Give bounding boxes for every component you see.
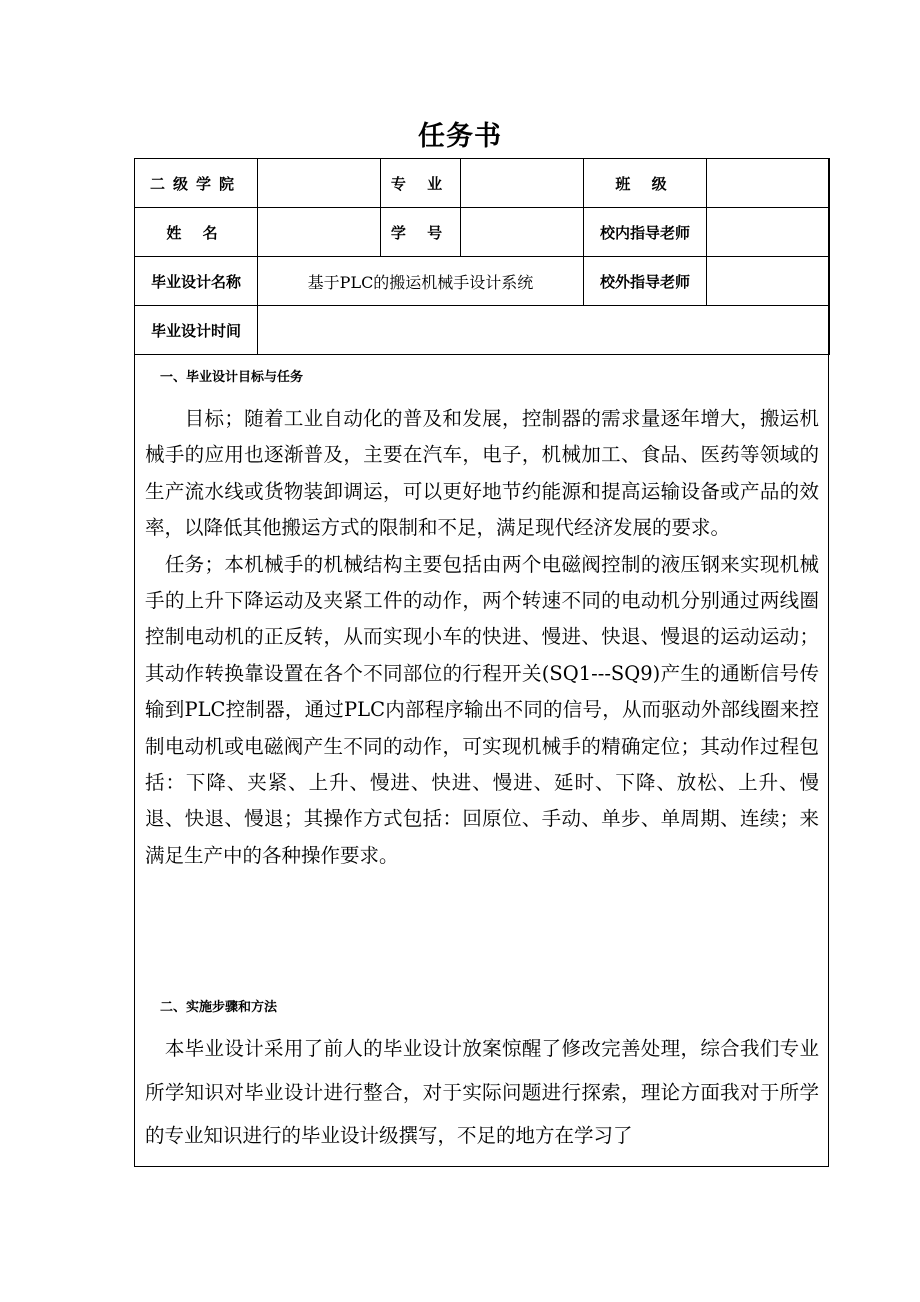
project-name-label: 毕业设计名称: [135, 257, 258, 306]
major-label: 专 业: [381, 159, 461, 208]
college-value: [258, 159, 381, 208]
name-value: [258, 208, 381, 257]
outer-advisor-value: [707, 257, 830, 306]
major-value: [461, 159, 584, 208]
section-methods: [134, 996, 829, 1158]
goal-paragraph: 目标；随着工业自动化的普及和发展，控制器的需求量逐年增大，搬运机械手的应用也逐渐普及，主要在汽车，电子，机械加工、食品、医药等领域的生产流水线或货物装卸调运，可以更好地节约能源和提高运输设备或产品的效率，以降低其他搬运方式的限制和不足，满足现代经济发展的要求。: [145, 407, 819, 540]
project-name-value: 基于PLC的搬运机械手设计系统: [258, 257, 584, 306]
class-value: [707, 159, 830, 208]
table-row: [135, 208, 830, 257]
page-title: 任务书: [418, 121, 502, 152]
project-time-label: 毕业设计时间: [135, 306, 258, 355]
task-paragraph: 任务；本机械手的机械结构主要包括由两个电磁阀控制的液压钢来实现机械手的上升下降运动及夹紧工件的动作，两个转速不同的电动机分别通过两线圈控制电动机的正反转，从而实现小车的快进、慢进、快退、慢退的运动运动；其动作转换靠设置在各个不同部位的行程开关(SQ1---SQ9)产生的通断信号传输到PLC控制器，通过PLC内部程序输出不同的信号，从而驱动外部线圈来控制电动机或电磁阀产生不同的动作，可实现机械手的精确定位；其动作过程包括：下降、夹紧、上升、慢进、快进、慢进、延时、下降、放松、上升、慢退、快退、慢退；其操作方式包括：回原位、手动、单步、单周期、连续；来满足生产中的各种操作要求。: [145, 552, 819, 867]
outer-advisor-label: 校外指导老师: [584, 257, 707, 306]
inner-advisor-label: 校内指导老师: [584, 208, 707, 257]
table-row: [135, 306, 830, 355]
inner-advisor-value: [707, 208, 830, 257]
student-id-label: 学 号: [381, 208, 461, 257]
student-id-value: [461, 208, 584, 257]
student-info-table: [134, 158, 830, 355]
methods-paragraph: 本毕业设计采用了前人的毕业设计放案惊醒了修改完善处理，综合我们专业所学知识对毕业设计进行整合，对于实际问题进行探索，理论方面我对于所学的专业知识进行的毕业设计级撰写，不足的地方在学习了: [145, 1037, 819, 1147]
table-row: [135, 159, 830, 208]
college-label: 二级学院: [135, 159, 258, 208]
project-time-value: [258, 306, 830, 355]
section-goals: [134, 366, 829, 874]
section-heading: 二、实施步骤和方法: [160, 1000, 278, 1015]
class-label: 班 级: [584, 159, 707, 208]
table-row: [135, 257, 830, 306]
name-label: 姓 名: [135, 208, 258, 257]
section-heading: 一、毕业设计目标与任务: [160, 370, 304, 385]
